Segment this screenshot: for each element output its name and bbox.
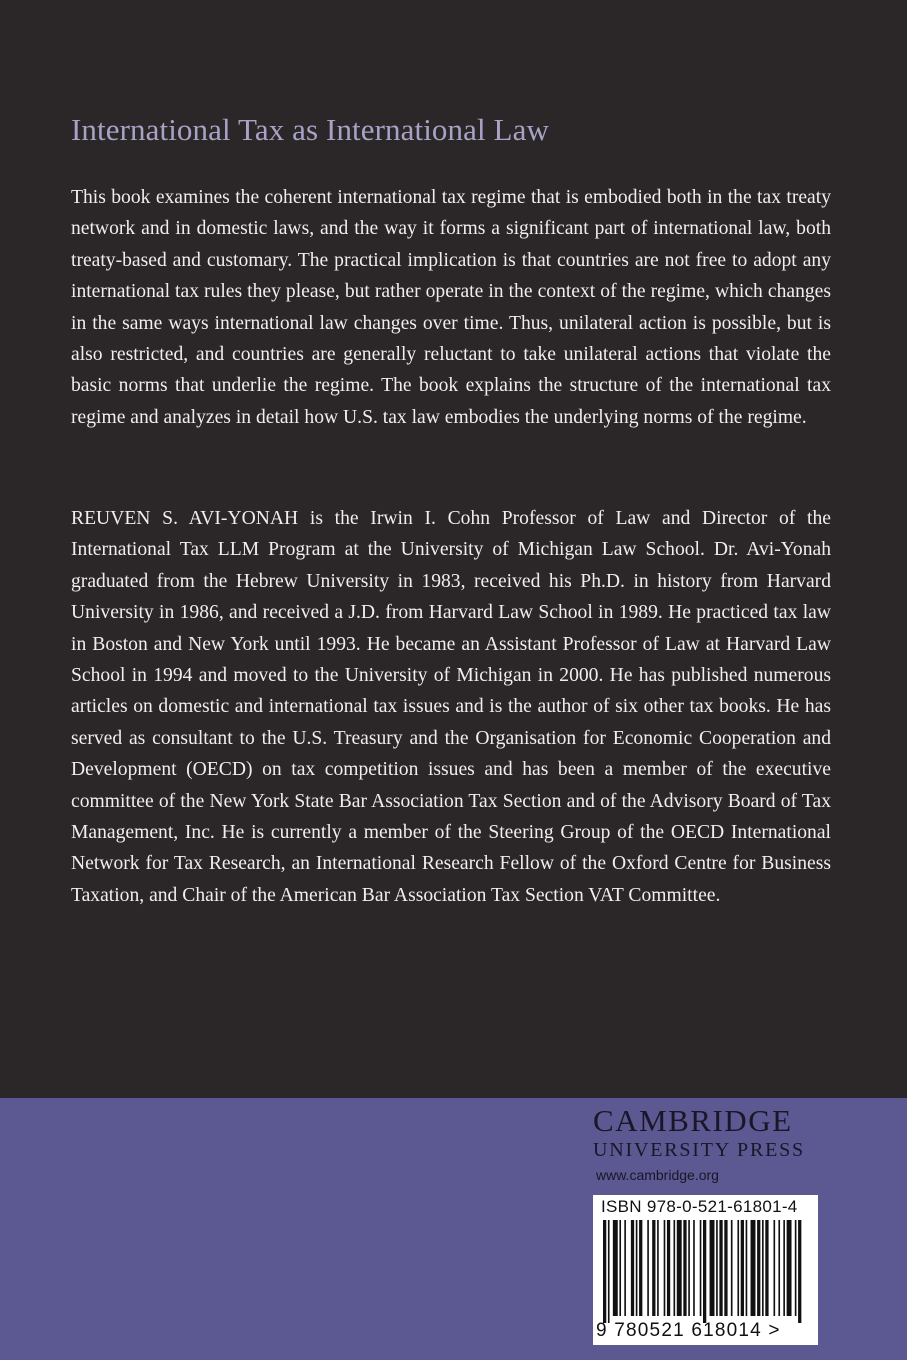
barcode-bar [778, 1220, 780, 1316]
barcode-bar [741, 1220, 744, 1316]
barcode-bar [783, 1220, 785, 1316]
barcode-panel [593, 1195, 818, 1345]
barcode-bar [773, 1220, 775, 1316]
barcode-bar [731, 1220, 733, 1316]
barcode-bar [762, 1220, 764, 1316]
barcode-bar [746, 1220, 748, 1316]
barcode-bar [603, 1220, 606, 1323]
barcode-bar [636, 1220, 638, 1316]
barcode-bar [724, 1220, 727, 1316]
barcode-bar [624, 1220, 626, 1316]
book-description: This book examines the coherent international tax regime that is embodied both in the tax treaty network and in domestic laws, and the way it forms a significant part of international law, both treaty-based and customary. The practical implication is that countries are not free to adopt any international tax rules they please, but rather operate in the context of the regime, which changes in the same ways international law changes over time. Thus, unilateral action is possible, but is also restricted, and countries are generally reluctant to take unilateral actions that violate the basic norms that underlie the regime. The book explains the structure of the international tax regime and analyzes in detail how U.S. tax law embodies the underlying norms of the regime. [71, 187, 831, 428]
publisher-url: www.cambridge.org [596, 1167, 719, 1183]
barcode-bar [631, 1220, 634, 1316]
barcode-bar [683, 1220, 686, 1316]
barcode-bar [719, 1220, 722, 1316]
isbn-label: ISBN 978-0-521-61801-4 [601, 1197, 798, 1216]
barcode-bar [757, 1220, 760, 1316]
barcode-bar [677, 1220, 682, 1316]
barcode-bar [647, 1220, 649, 1316]
book-title: International Tax as International Law [71, 112, 549, 147]
barcode-bar [693, 1220, 695, 1316]
barcode-bar [657, 1220, 659, 1316]
barcode-bar [619, 1220, 621, 1316]
barcode-bar [795, 1220, 797, 1316]
publisher-logo-name: CAMBRIDGE [593, 1103, 793, 1138]
publisher-logo-subtitle: UNIVERSITY PRESS [593, 1139, 805, 1161]
author-biography: REUVEN S. AVI-YONAH is the Irwin I. Cohn Professor of Law and Director of the International Tax LLM Program at the University of Michigan Law School. Dr. Avi-Yonah graduated from the Hebrew University in 1983, received his Ph.D. in history from Harvard University in 1986, and received a J.D. from Harvard Law School in 1989. He practiced tax law in Boston and New York until 1993. He became an Assistant Professor of Law at Harvard Law School in 1994 and moved to the University of Michigan in 2000. He has published numerous articles on domestic and international tax issues and is the author of six other tax books. He has served as consultant to the U.S. Treasury and the Organisation for Economic Cooperation and Development (OECD) on tax competition issues and has been a member of the executive committee of the New York State Bar Association Tax Section and of the Advisory Board of Tax Management, Inc. He is currently a member of the Steering Group of the OECD International Network for Tax Research, an International Research Fellow of the Oxford Centre for Business Taxation, and Chair of the American Bar Association Tax Section VAT Committee. [71, 508, 831, 906]
barcode-bar [700, 1220, 702, 1316]
barcode-bar [765, 1220, 768, 1316]
barcode-bar [613, 1220, 618, 1316]
barcode-bar [716, 1220, 718, 1316]
barcode-bar [737, 1220, 739, 1316]
barcode-bar [751, 1220, 756, 1316]
barcode-bar [667, 1220, 670, 1316]
barcode-bars [603, 1220, 803, 1323]
barcode-bar [787, 1220, 792, 1316]
barcode-bar [652, 1220, 655, 1316]
barcode-bar [688, 1220, 690, 1316]
barcode-bar [639, 1220, 642, 1316]
barcode-digits: 9 780521 618014 > [596, 1320, 781, 1341]
barcode-bar [608, 1220, 610, 1323]
barcode-bar [798, 1220, 801, 1323]
barcode-bar [664, 1220, 666, 1316]
barcode-bar [673, 1220, 675, 1316]
barcode-bar [703, 1220, 706, 1323]
barcode-bar [710, 1220, 715, 1316]
